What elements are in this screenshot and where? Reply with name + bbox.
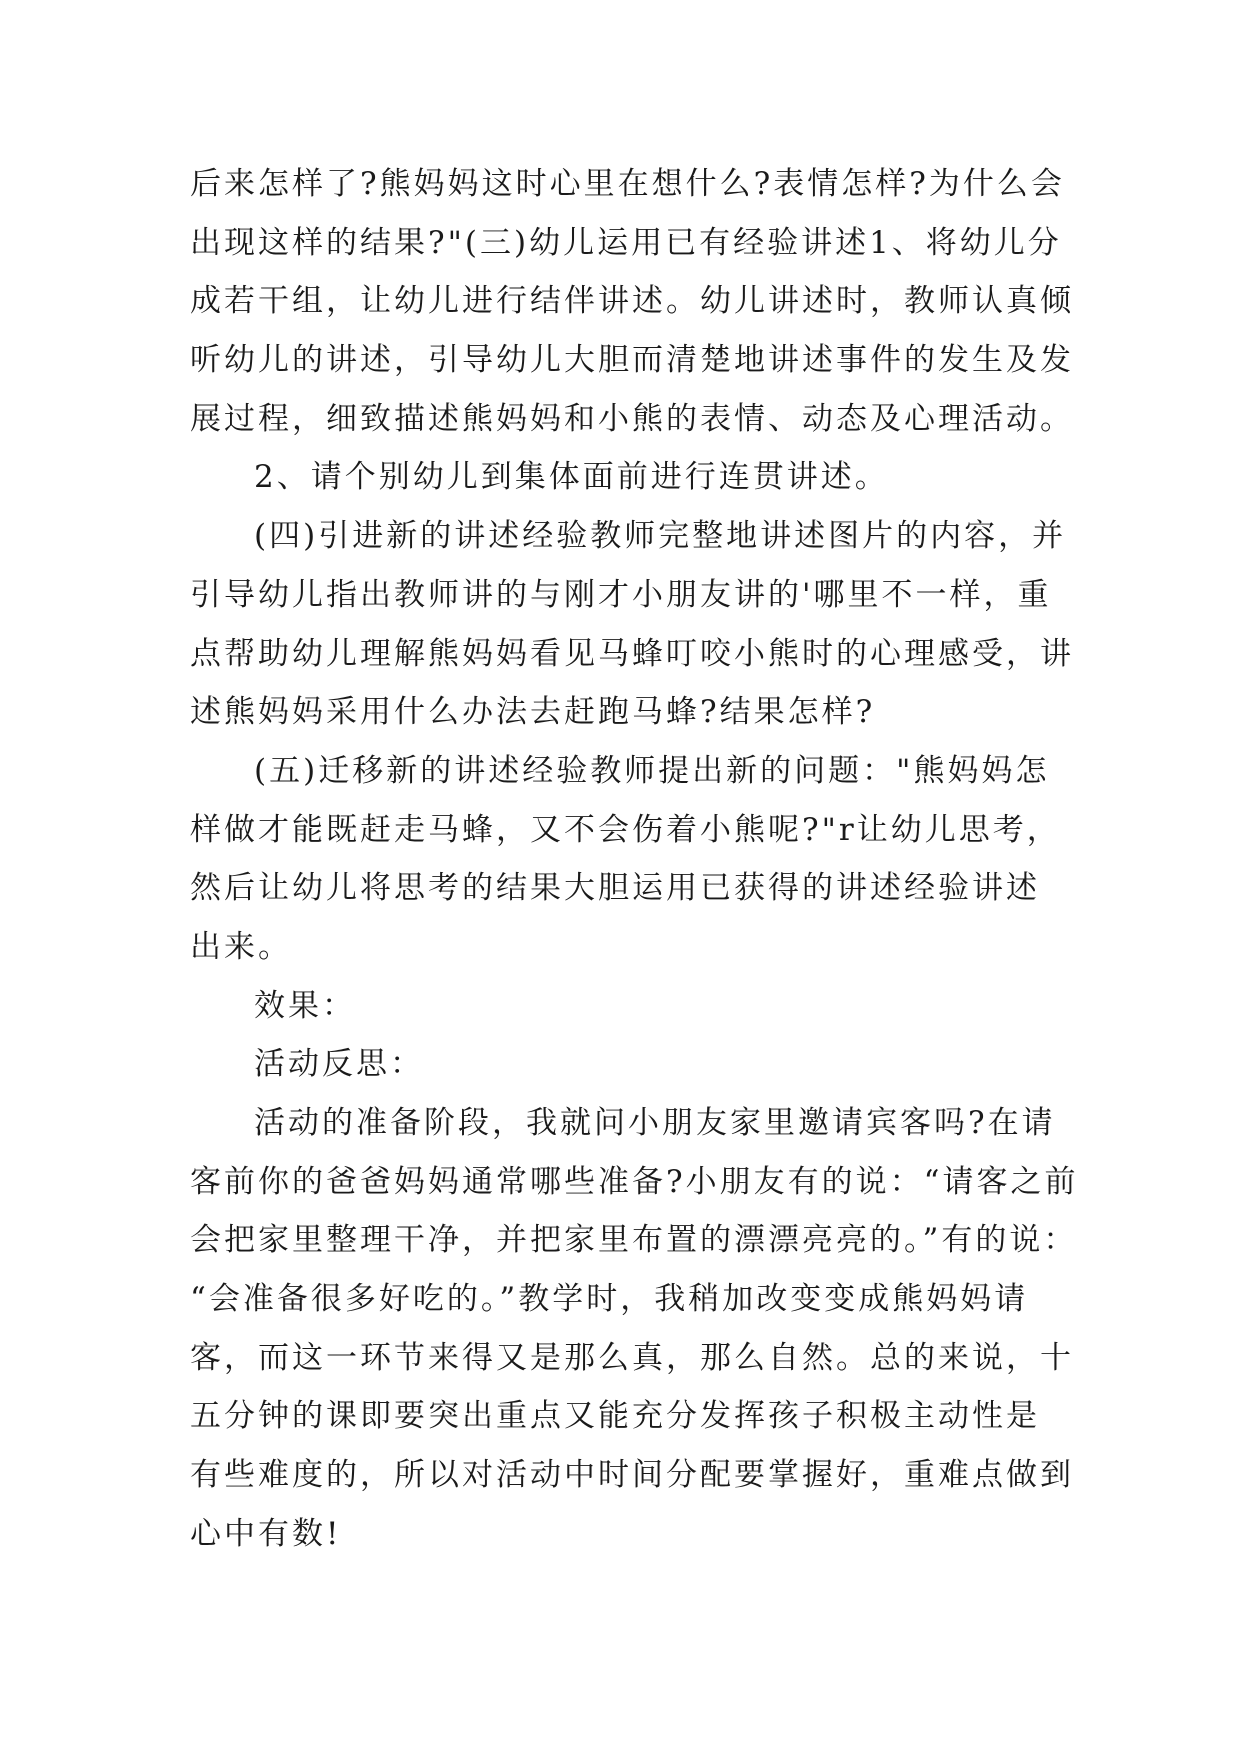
text-line: 后来怎样了?熊妈妈这时心里在想什么?表情怎样?为什么会 [190,166,1065,202]
text-line: 点帮助幼儿理解熊妈妈看见马蜂叮咬小熊时的心理感受，讲 [190,635,1074,672]
text-line: 五分钟的课即要突出重点又能充分发挥孩子积极主动性是 [190,1398,1040,1435]
text-line: 引导幼儿指出教师讲的与刚才小朋友讲的'哪里不一样，重 [190,576,1052,613]
text-line: 展过程，细致描述熊妈妈和小熊的表情、动态及心理活动。 [190,400,1074,437]
text-line: (五)迁移新的讲述经验教师提出新的问题："熊妈妈怎 [254,752,1050,789]
text-line: 听幼儿的讲述，引导幼儿大胆而清楚地讲述事件的发生及发 [190,342,1074,379]
text-line: 会把家里整理干净，并把家里布置的漂漂亮亮的。”有的说： [190,1222,1078,1259]
text-line: 述熊妈妈采用什么办法去赶跑马蜂?结果怎样? [190,694,876,731]
text-line: 成若干组，让幼儿进行结伴讲述。幼儿讲述时，教师认真倾 [190,283,1074,320]
text-line: 然后让幼儿将思考的结果大胆运用已获得的讲述经验讲述 [190,870,1040,907]
text-line: 有些难度的，所以对活动中时间分配要掌握好，重难点做到 [190,1457,1074,1494]
text-line: (四)引进新的讲述经验教师完整地讲述图片的内容，并 [254,518,1067,555]
text-line: 出来。 [190,928,292,965]
text-line: 样做才能既赶走马蜂，又不会伤着小熊呢?"r让幼儿思考， [190,811,1061,848]
text-line: “会准备很多好吃的。”教学时，我稍加改变变成熊妈妈请 [190,1281,1029,1318]
text-line: 2、请个别幼儿到集体面前进行连贯讲述。 [254,459,889,496]
text-line: 心中有数! [190,1515,342,1552]
document-body [190,155,1090,1564]
text-line: 出现这样的结果?"(三)幼儿运用已有经验讲述1、将幼儿分 [190,224,1062,261]
text-line: 活动的准备阶段，我就问小朋友家里邀请宾客吗?在请 [254,1105,1056,1141]
text-line: 活动反思： [254,1046,424,1083]
text-line: 效果： [254,987,356,1024]
text-line: 客前你的爸爸妈妈通常哪些准备?小朋友有的说：“请客之前 [190,1163,1079,1200]
text-line: 客，而这一环节来得又是那么真，那么自然。总的来说，十 [190,1339,1074,1376]
